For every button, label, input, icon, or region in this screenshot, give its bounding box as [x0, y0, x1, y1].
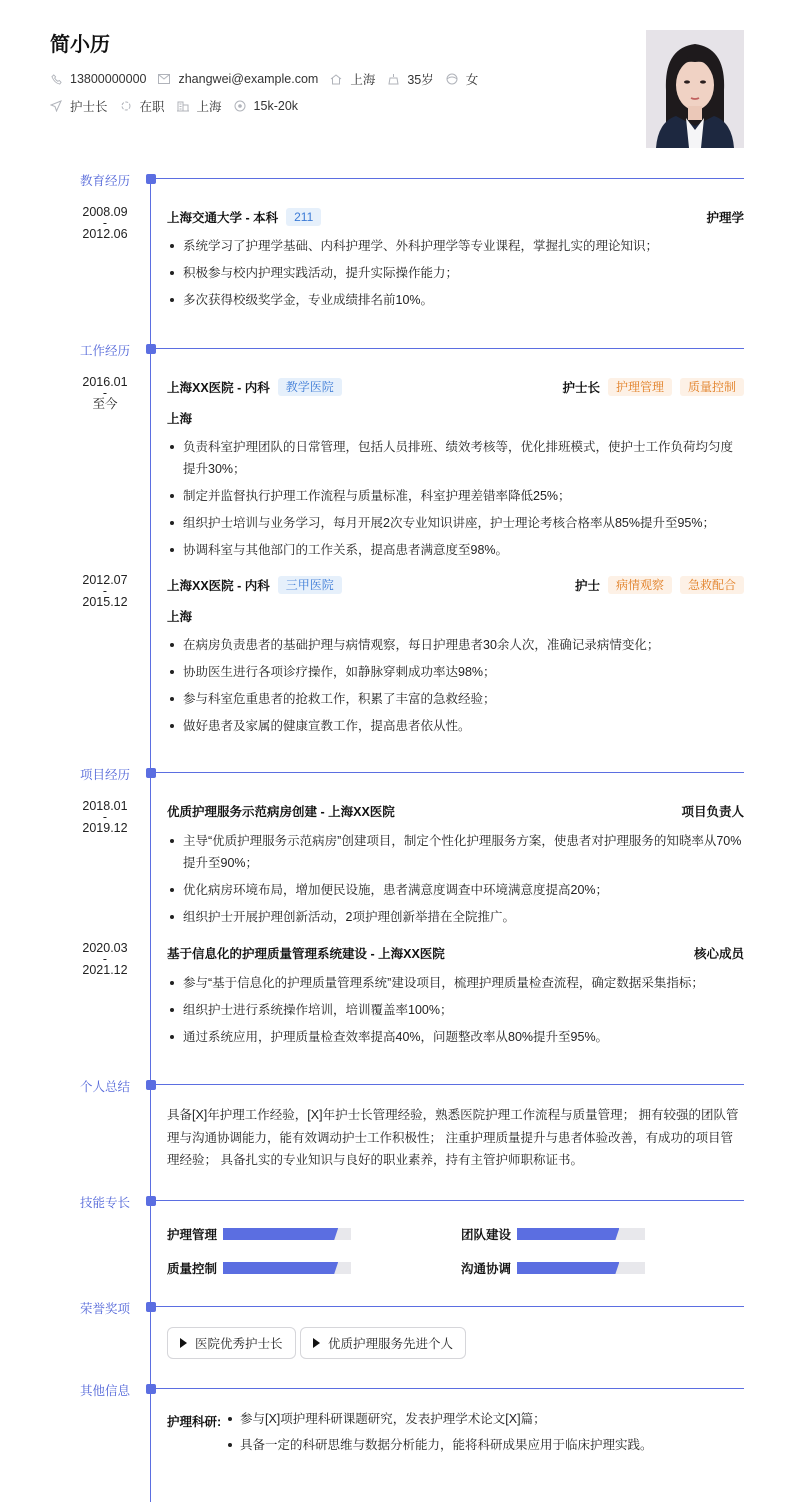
school-tag: 211 [286, 208, 321, 226]
project-role: 核心成员 [693, 947, 744, 961]
mail-icon [158, 73, 170, 85]
skill-bar [517, 1262, 645, 1274]
intent-salary [234, 99, 298, 113]
work-date-2: 2012.07 - 2015.12 [82, 573, 128, 609]
work-date-1: 2016.01 - 至今 [82, 375, 128, 411]
list-item: 优化病房环境布局，增加便民设施，患者满意度调查中环境满意度提高20%； [167, 879, 744, 901]
section-divider [156, 1388, 744, 1389]
skill-tag: 病情观察 [608, 576, 672, 594]
skill-item [461, 1225, 645, 1243]
project-title: 优质护理服务示范病房创建 - 上海XX医院 [167, 805, 395, 819]
contact-city-text: 上海 [350, 73, 376, 87]
work-header-1 [167, 377, 744, 397]
work-location: 上海 [167, 412, 193, 426]
school-name: 上海交通大学 - 本科 [167, 211, 279, 225]
contact-email-text: zhangwei@example.com [178, 72, 319, 86]
contact-email [158, 72, 318, 86]
section-title-summary: 个人总结 [79, 1080, 130, 1094]
list-item: 制定并监督执行护理工作流程与质量标准，科室护理差错率降低25%； [167, 485, 744, 507]
job-role: 护士 [574, 579, 600, 593]
job-role: 护士长 [562, 381, 600, 395]
contact-age [387, 70, 433, 88]
section-marker [146, 1196, 156, 1206]
skill-name: 质量控制 [167, 1262, 218, 1276]
section-marker [146, 344, 156, 354]
list-item: 在病房负责患者的基础护理与病情观察，每日护理患者30余人次，准确记录病情变化； [167, 634, 744, 656]
list-item: 协调科室与其他部门的工作关系，提高患者满意度至98%。 [167, 539, 744, 561]
play-icon [180, 1338, 187, 1348]
skill-item [167, 1225, 351, 1243]
section-marker [146, 768, 156, 778]
section-marker [146, 1384, 156, 1394]
intent-city [177, 97, 222, 115]
skill-name: 护理管理 [167, 1228, 218, 1242]
list-item: 系统学习了护理学基础、内科护理学、外科护理学等专业课程，掌握扎实的理论知识； [167, 235, 744, 257]
award-item [167, 1327, 296, 1359]
skill-bar [223, 1262, 351, 1274]
summary-text: 具备[X]年护理工作经验，[X]年护士长管理经验，熟悉医院护理工作流程与质量管理； 拥有较强的团队管理与沟通协调能力，能有效调动护士工作积极性； 注重护理质量提升与患者体验改善，有成功的项目管理经验； 具备扎实的专业知识与良好的职业素养，持有主管护师职称证书。 [167, 1108, 739, 1167]
company-name: 上海XX医院 - 内科 [167, 579, 270, 593]
salary-icon [234, 100, 246, 112]
skill-tag: 质量控制 [680, 378, 744, 396]
section-summary [0, 1078, 794, 1092]
award-label: 医院优秀护士长 [195, 1337, 283, 1351]
section-divider [156, 348, 744, 349]
section-marker [146, 174, 156, 184]
list-item: 组织护士进行系统操作培训，培训覆盖率100%； [167, 999, 744, 1021]
project-title: 基于信息化的护理质量管理系统建设 - 上海XX医院 [167, 947, 445, 961]
major: 护理学 [706, 211, 744, 225]
list-item: 主导“优质护理服务示范病房”创建项目，制定个性化护理服务方案，使患者对护理服务的知晓率从70%提升至90%； [167, 830, 744, 874]
list-item: 组织护士开展护理创新活动，2项护理创新举措在全院推广。 [167, 906, 744, 928]
list-item: 负责科室护理团队的日常管理，包括人员排班、绩效考核等，优化排班模式，使护士工作负荷均匀度提升30%； [167, 436, 744, 480]
company-tag: 教学医院 [278, 378, 342, 396]
skill-name: 沟通协调 [461, 1262, 512, 1276]
home-icon [330, 73, 342, 85]
section-skills [0, 1194, 794, 1208]
status-icon [120, 100, 132, 112]
work-header-2 [167, 575, 744, 595]
section-divider [156, 1306, 744, 1307]
resume-name: 简小历 [50, 34, 110, 56]
education-header [167, 207, 744, 227]
skill-bar-fill [223, 1228, 338, 1240]
skill-tag: 护理管理 [608, 378, 672, 396]
list-item: 参与科室危重患者的抢救工作，积累了丰富的急救经验； [167, 688, 744, 710]
contact-age-text: 35岁 [407, 73, 434, 87]
section-title-awards: 荣誉奖项 [79, 1302, 130, 1316]
list-item: 积极参与校内护理实践活动，提升实际操作能力； [167, 262, 744, 284]
play-icon [313, 1338, 320, 1348]
gender-icon [446, 73, 458, 85]
list-item: 具备一定的科研思维与数据分析能力，能将科研成果应用于临床护理实践。 [222, 1435, 742, 1455]
contact-city [330, 70, 375, 88]
send-icon [50, 100, 62, 112]
skill-bar-fill [517, 1228, 619, 1240]
list-item: 组织护士培训与业务学习，每月开展2次专业知识讲座，护士理论考核合格率从85%提升至95%； [167, 512, 744, 534]
intent-position-text: 护士长 [70, 100, 108, 114]
intent-position [50, 97, 108, 115]
section-awards [0, 1300, 794, 1314]
list-item: 参与[X]项护理科研课题研究，发表护理学术论文[X]篇； [222, 1409, 742, 1429]
skill-name: 团队建设 [461, 1228, 512, 1242]
award-label: 优质护理服务先进个人 [328, 1337, 454, 1351]
skill-tag: 急救配合 [680, 576, 744, 594]
award-item [300, 1327, 466, 1359]
section-divider [156, 1084, 744, 1085]
other-list [222, 1409, 742, 1461]
project-header-1 [167, 801, 744, 821]
section-marker [146, 1080, 156, 1090]
contact-phone-text: 13800000000 [70, 72, 147, 86]
section-marker [146, 1302, 156, 1312]
contact-gender [446, 70, 479, 88]
phone-icon [50, 73, 62, 85]
profile-photo [646, 30, 744, 148]
intent-row [50, 97, 310, 115]
skill-bar-fill [223, 1262, 338, 1274]
contact-phone [50, 72, 146, 86]
intent-salary-text: 15k-20k [253, 99, 299, 113]
section-divider [156, 1200, 744, 1201]
other-label: 护理科研: [167, 1415, 222, 1429]
list-item: 多次获得校级奖学金，专业成绩排名前10%。 [167, 289, 744, 311]
project-role: 项目负责人 [681, 805, 744, 819]
project-bullets-1 [167, 830, 744, 933]
list-item: 通过系统应用，护理质量检查效率提高40%，问题整改率从80%提升至95%。 [167, 1026, 744, 1048]
section-title-education: 教育经历 [79, 174, 130, 188]
section-title-project: 项目经历 [79, 768, 130, 782]
contact-gender-text: 女 [465, 73, 479, 87]
section-other [0, 1382, 794, 1396]
section-divider [156, 772, 744, 773]
company-name: 上海XX医院 - 内科 [167, 381, 270, 395]
section-title-skills: 技能专长 [79, 1196, 130, 1210]
list-item: 做好患者及家属的健康宣教工作，提高患者依从性。 [167, 715, 744, 737]
project-header-2 [167, 943, 744, 963]
skill-bar [517, 1228, 645, 1240]
project-date-1: 2018.01 - 2019.12 [82, 799, 128, 835]
work-bullets-1 [167, 436, 744, 566]
intent-status [120, 97, 165, 115]
section-title-work: 工作经历 [79, 344, 130, 358]
section-title-other: 其他信息 [79, 1384, 130, 1398]
skill-bar-fill [517, 1262, 619, 1274]
section-education [0, 172, 794, 186]
project-date-2: 2020.03 - 2021.12 [82, 941, 128, 977]
list-item: 协助医生进行各项诊疗操作，如静脉穿刺成功率达98%； [167, 661, 744, 683]
list-item: 参与“基于信息化的护理质量管理系统”建设项目，梳理护理质量检查流程，确定数据采集指标； [167, 972, 744, 994]
project-bullets-2 [167, 972, 744, 1053]
education-date: 2008.09 - 2012.06 [82, 205, 128, 241]
skill-item [167, 1259, 351, 1277]
skill-item [461, 1259, 645, 1277]
intent-status-text: 在职 [139, 100, 165, 114]
education-bullets [167, 235, 744, 316]
section-work [0, 342, 794, 356]
work-location: 上海 [167, 610, 193, 624]
company-tag: 三甲医院 [278, 576, 342, 594]
contact-row [50, 70, 490, 88]
section-divider [156, 178, 744, 179]
work-bullets-2 [167, 634, 744, 742]
section-project [0, 766, 794, 780]
intent-city-text: 上海 [196, 100, 222, 114]
age-icon [387, 73, 399, 85]
skill-bar [223, 1228, 351, 1240]
building-icon [177, 100, 189, 112]
